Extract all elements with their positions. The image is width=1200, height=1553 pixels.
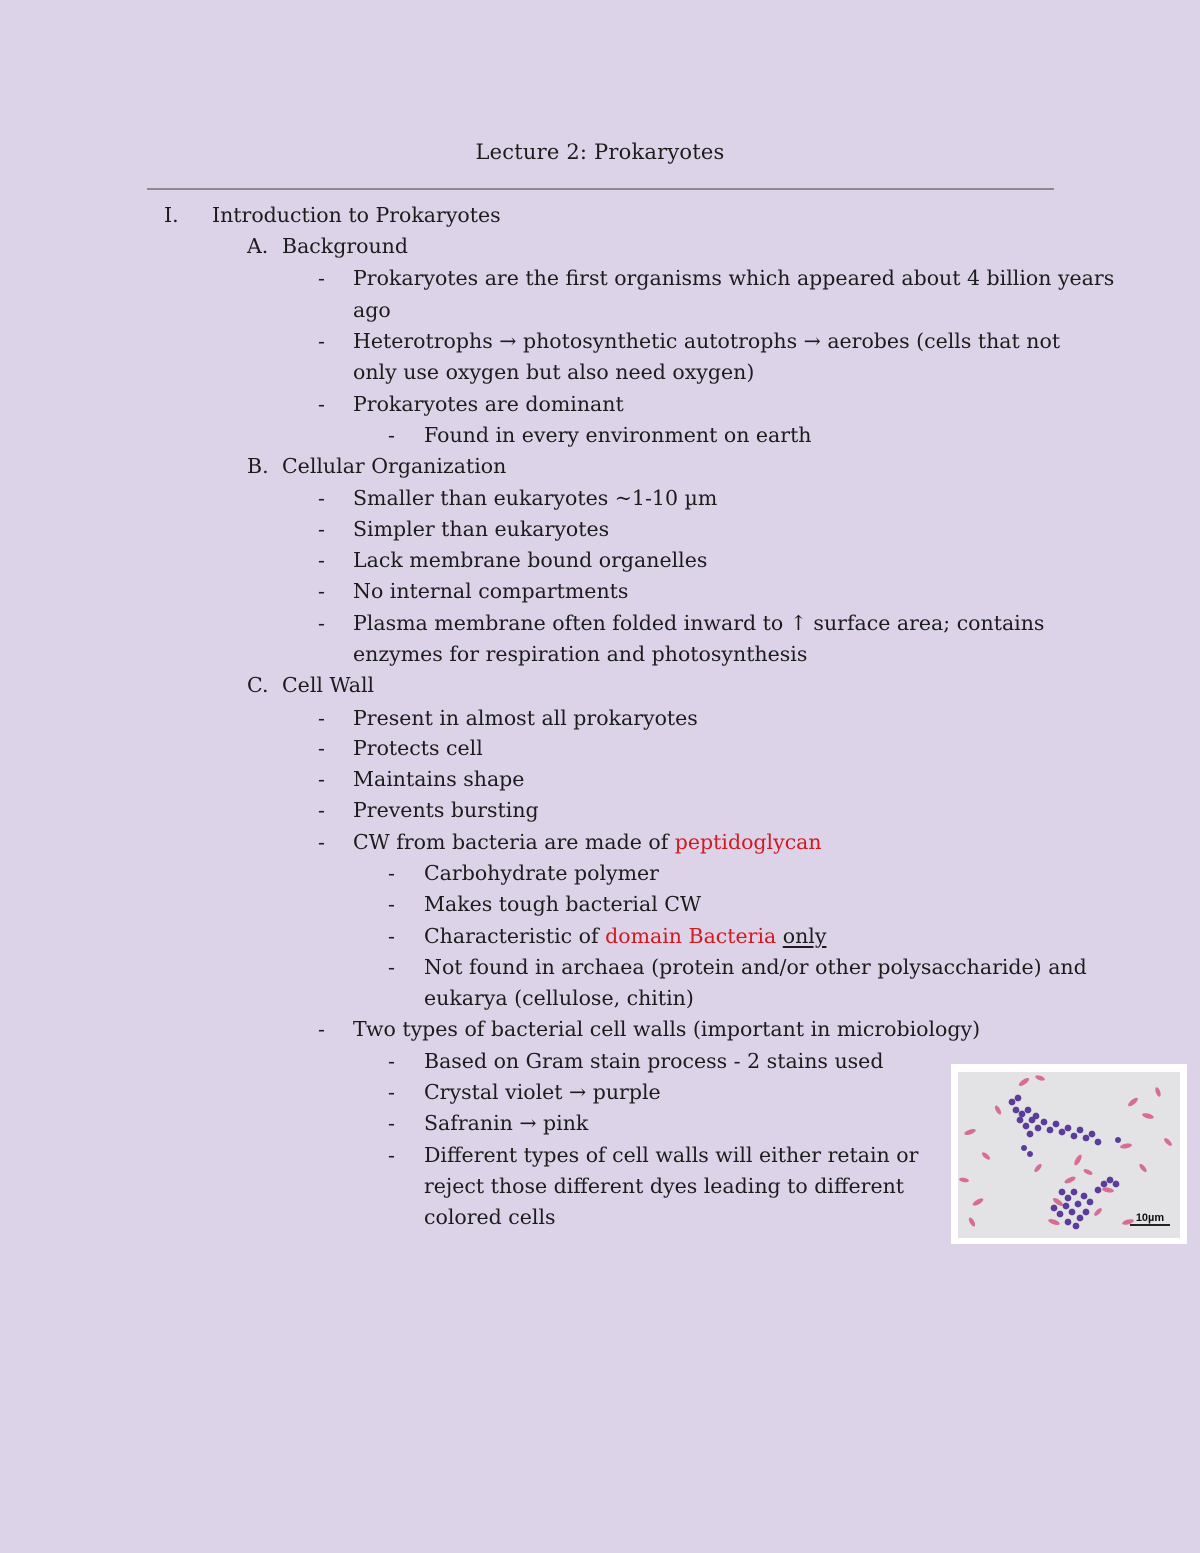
bullet-dash: - [318,548,325,572]
bullet-text-peptidoglycan [353,828,822,856]
micrograph-image [958,1072,1180,1238]
sub-bullet-text: Not found in archaea (protein and/or other polysaccharide) and [424,955,1087,979]
bullet-text: Maintains shape [353,767,525,791]
subsection-heading-background: Background [282,234,408,258]
sub-bullet-dash: - [388,1080,395,1104]
bullet-dash: - [318,1017,325,1041]
sub-bullet-text-prefix: Characteristic of [424,924,606,948]
highlight-term: domain Bacteria [605,924,777,948]
bullet-text-cont: ago [353,298,391,322]
bullet-dash: - [318,392,325,416]
bullet-text: Present in almost all prokaryotes [353,706,698,730]
subsection-heading-cell-wall: Cell Wall [282,673,375,697]
sub-bullet-dash: - [388,1143,395,1167]
bullet-dash: - [318,579,325,603]
sub-bullet-dash: - [388,1049,395,1073]
bullet-text: No internal compartments [353,579,629,603]
bullet-dash: - [318,798,325,822]
bullet-text: Prokaryotes are the first organisms which appeared about 4 billion years [353,266,1115,290]
bullet-dash: - [318,517,325,541]
bullet-dash: - [318,767,325,791]
scale-bar-label: 10µm [1135,1212,1165,1224]
subsection-heading-cellular-organization: Cellular Organization [282,454,507,478]
subsection-marker-a: A. [247,234,269,258]
sub-bullet-dash: - [388,861,395,885]
bullet-text: Heterotrophs → photosynthetic autotrophs → aerobes (cells that not [353,329,1061,353]
bullet-text: Smaller than eukaryotes ~1-10 µm [353,486,718,510]
bullet-text: Prevents bursting [353,798,539,822]
bullet-text: Two types of bacterial cell walls (important in microbiology) [353,1017,981,1041]
bullet-dash: - [318,266,325,290]
sub-bullet-text-cont: reject those different dyes leading to different [424,1174,905,1198]
bullet-dash: - [318,830,325,854]
subsection-marker-b: B. [247,454,269,478]
page-title: Lecture 2: Prokaryotes [475,140,725,164]
title-divider [147,188,1054,190]
sub-bullet-text-cont: eukarya (cellulose, chitin) [424,986,694,1010]
highlight-term: peptidoglycan [674,830,822,854]
bullet-text: Plasma membrane often folded inward to ↑ surface area; contains [353,611,1045,635]
sub-bullet-text-domain [424,922,826,950]
sub-bullet-text-cont: colored cells [424,1205,556,1229]
sub-bullet-dash: - [388,892,395,916]
bullet-text-cont: enzymes for respiration and photosynthesis [353,642,808,666]
bullet-text: Simpler than eukaryotes [353,517,610,541]
subsection-marker-c: C. [247,673,269,697]
bullet-dash: - [318,706,325,730]
sub-bullet-dash: - [388,1111,395,1135]
bullet-text-prefix: CW from bacteria are made of [353,830,675,854]
section-heading: Introduction to Prokaryotes [212,203,501,227]
sub-bullet-dash: - [388,924,395,948]
bullet-text-cont: only use oxygen but also need oxygen) [353,360,755,384]
sub-bullet-text: Carbohydrate polymer [424,861,659,885]
sub-bullet-dash: - [388,955,395,979]
sub-bullet-text: Safranin → pink [424,1111,589,1135]
bullet-dash: - [318,736,325,760]
section-marker: I. [164,203,179,227]
bullet-text: Lack membrane bound organelles [353,548,708,572]
bullet-dash: - [318,329,325,353]
sub-bullet-text: Found in every environment on earth [424,423,812,447]
gram-stain-micrograph [951,1064,1187,1244]
sub-bullet-dash: - [388,423,395,447]
underlined-term: only [782,924,827,948]
bullet-text: Protects cell [353,736,483,760]
bullet-text: Prokaryotes are dominant [353,392,624,416]
sub-bullet-text: Crystal violet → purple [424,1080,661,1104]
sub-bullet-text: Based on Gram stain process - 2 stains used [424,1049,884,1073]
bullet-dash: - [318,486,325,510]
sub-bullet-text: Makes tough bacterial CW [424,892,702,916]
bullet-dash: - [318,611,325,635]
sub-bullet-text: Different types of cell walls will either retain or [424,1143,919,1167]
